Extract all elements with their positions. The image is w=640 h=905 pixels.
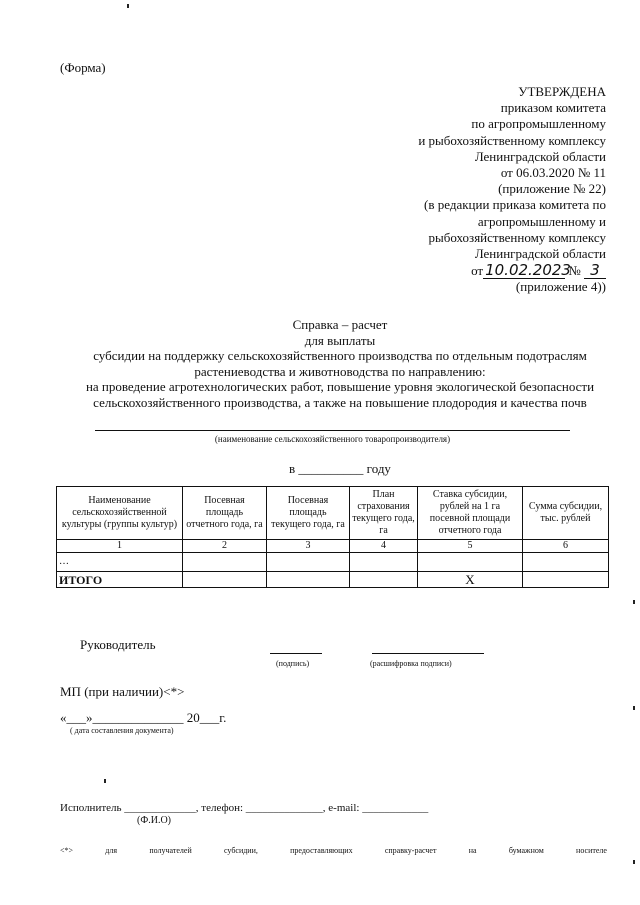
- table-row: [57, 553, 609, 572]
- approval-line: (приложение 4)): [515, 279, 606, 295]
- scan-speck: [127, 4, 129, 8]
- handwritten-number: 3: [584, 262, 606, 279]
- title-line: на проведение агротехнологических работ, повышение уровня экологической безопасности: [85, 379, 595, 394]
- approval-ot: от: [471, 263, 484, 279]
- footnote: [60, 846, 607, 855]
- footnote-word: субсидии,: [223, 846, 258, 855]
- table-total-row: [57, 572, 609, 588]
- table-cell[interactable]: [350, 572, 418, 588]
- table-cell[interactable]: [350, 553, 418, 572]
- form-label: (Форма): [60, 60, 106, 75]
- table-cell[interactable]: [183, 553, 267, 572]
- header-crop: Наименование сельскохозяйственной культуры (группы культур): [57, 487, 183, 540]
- title-line: Справка – расчет: [292, 317, 388, 332]
- title-line: растениеводства и животноводства по направлению:: [194, 363, 486, 379]
- footnote-word: справку-расчет: [384, 846, 437, 855]
- approval-line: (в редакции приказа комитета по: [424, 197, 606, 213]
- approval-line: и рыбохозяйственному комплексу: [418, 132, 606, 148]
- scan-speck: [633, 860, 635, 864]
- column-number: 4: [350, 540, 418, 553]
- column-number: 2: [183, 540, 267, 553]
- footnote-word: получателей: [149, 846, 192, 855]
- executor-line[interactable]: Исполнитель _____________, телефон: ______________, e-mail: ____________: [60, 802, 429, 814]
- stamp-line: МП (при наличии)<*>: [60, 684, 185, 699]
- column-number: 1: [57, 540, 183, 553]
- header-area-reporting: Посевная площадь отчетного года, га: [183, 487, 267, 540]
- column-number: 6: [523, 540, 609, 553]
- approval-line: (приложение № 22): [498, 181, 606, 197]
- approval-line: рыбохозяйственному комплексу: [428, 229, 606, 245]
- table-cell[interactable]: [418, 553, 523, 572]
- title-line: сельскохозяйственного производства, а также на повышение плодородия и качества почв: [93, 394, 587, 410]
- document-date-line[interactable]: «___»______________ 20___г.: [60, 710, 227, 725]
- table-cell[interactable]: [267, 572, 350, 588]
- header-subsidy-sum: Сумма субсидии, тыс. рублей: [523, 487, 609, 540]
- total-label: ИТОГО: [57, 572, 183, 588]
- approval-line: Ленинградской области: [474, 246, 606, 262]
- approval-line: от 06.03.2020 № 11: [500, 165, 606, 181]
- table-cell[interactable]: …: [57, 553, 183, 572]
- approval-line: агропромышленному и: [477, 213, 606, 229]
- scan-speck: [104, 779, 106, 783]
- header-insurance-plan: План страхования текущего года, га: [350, 487, 418, 540]
- table-cell[interactable]: [523, 553, 609, 572]
- footnote-word: предоставляющих: [290, 846, 353, 855]
- footnote-word: для: [105, 846, 118, 855]
- approval-block: [418, 84, 606, 296]
- approval-line: Ленинградской области: [474, 148, 606, 164]
- approval-num-sign: №: [568, 263, 581, 279]
- signature-decode-line[interactable]: [372, 653, 484, 654]
- head-label: Руководитель: [80, 637, 156, 652]
- signature-decode-caption: (расшифровка подписи): [370, 659, 452, 668]
- column-number: 3: [267, 540, 350, 553]
- table-cell[interactable]: [267, 553, 350, 572]
- header-subsidy-rate: Ставка субсидии, рублей на 1 га посевной площади отчетного года: [418, 487, 523, 540]
- title-line: субсидии на поддержку сельскохозяйственного производства по отдельным подотраслям: [93, 348, 587, 363]
- table-header-row: [57, 487, 609, 540]
- table-cell[interactable]: [523, 572, 609, 588]
- fio-caption: (Ф.И.О): [137, 815, 172, 826]
- approval-line: приказом комитета: [500, 100, 606, 116]
- producer-name-line[interactable]: [95, 430, 570, 431]
- title-line: для выплаты: [304, 332, 376, 348]
- footnote-word: <*>: [60, 846, 74, 855]
- signature-caption: (подпись): [276, 659, 310, 668]
- footnote-word: носителе: [576, 846, 607, 855]
- header-area-current: Посевная площадь текущего года, га: [267, 487, 350, 540]
- document-title: [60, 317, 620, 410]
- approval-line: по агропромышленному: [471, 116, 606, 132]
- signature-line[interactable]: [270, 653, 322, 654]
- total-x-mark: Х: [418, 572, 523, 588]
- handwritten-date: 10.02.2023: [485, 261, 571, 280]
- approval-date-line: [418, 262, 606, 279]
- approval-title: УТВЕРЖДЕНА: [518, 84, 606, 99]
- footnote-word: бумажном: [508, 846, 544, 855]
- table-number-row: [57, 540, 609, 553]
- column-number: 5: [418, 540, 523, 553]
- scan-speck: [633, 600, 635, 604]
- document-date-caption: ( дата составления документа): [70, 726, 174, 735]
- scan-speck: [633, 706, 635, 710]
- table-cell[interactable]: [183, 572, 267, 588]
- subsidy-table: [56, 486, 609, 588]
- year-line[interactable]: в __________ году: [289, 461, 391, 476]
- footnote-word: на: [468, 846, 477, 855]
- producer-caption: (наименование сельскохозяйственного товаропроизводителя): [214, 434, 451, 444]
